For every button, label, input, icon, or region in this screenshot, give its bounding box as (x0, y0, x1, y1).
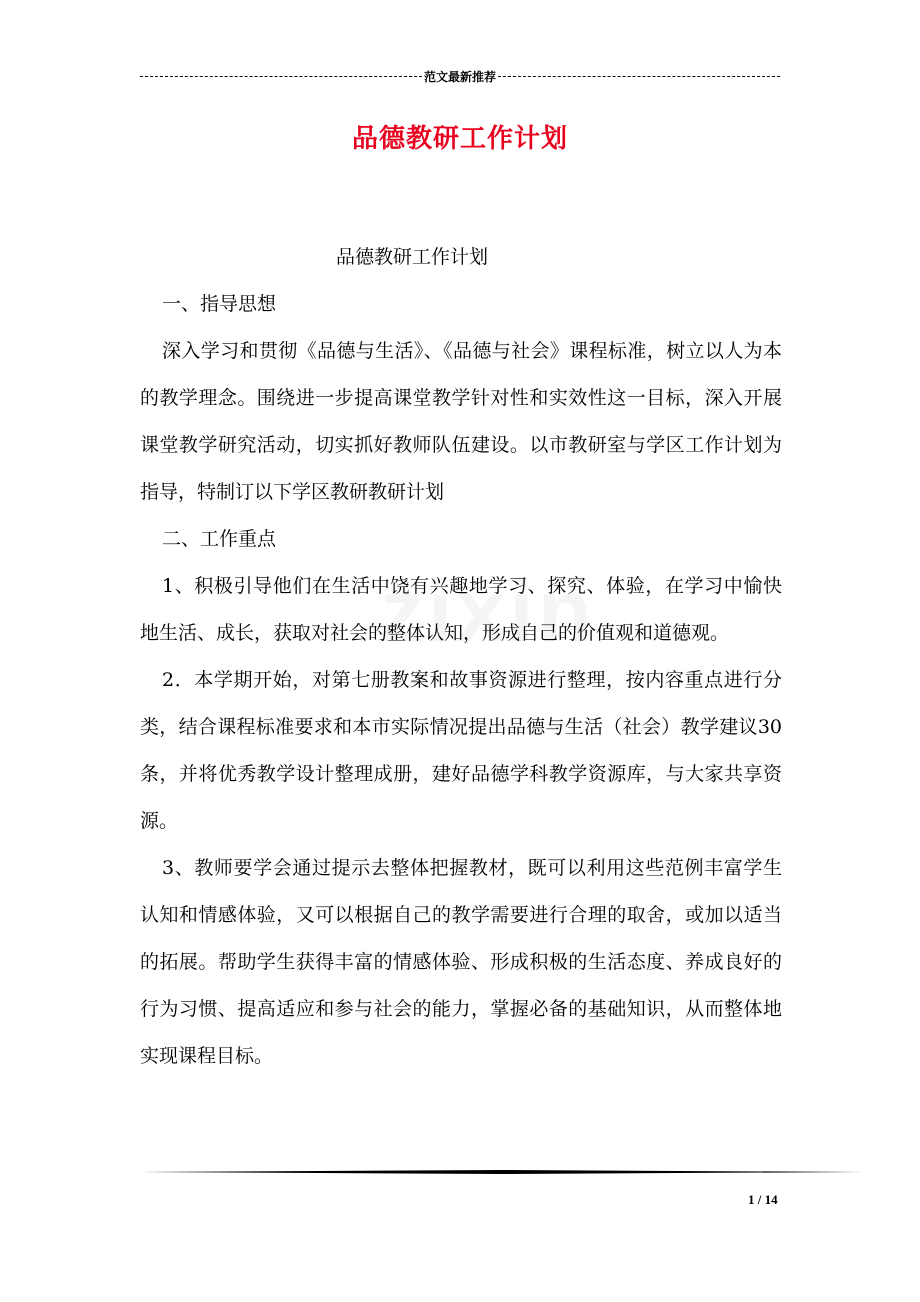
document-body (140, 234, 782, 1080)
body-paragraph: 1、积极引导他们在生活中饶有兴趣地学习、探究、体验，在学习中愉快地生活、成长，获取对社会的整体认知，形成自己的价值观和道德观。 (140, 575, 782, 644)
page-number: 1 / 14 (748, 1192, 778, 1207)
body-paragraph: 2．本学期开始，对第七册教案和故事资源进行整理，按内容重点进行分类，结合课程标准要求和本市实际情况提出品德与生活（社会）教学建议30条，并将优秀教学设计整理成册，建好品德学科教学资源库，与大家共享资源。 (140, 669, 782, 832)
header-banner-label: 范文最新推荐 (424, 70, 497, 84)
body-subtitle: 品德教研工作计划 (336, 246, 489, 268)
header-banner (140, 68, 780, 85)
footer-rule (140, 1170, 864, 1174)
document-title: 品德教研工作计划 (351, 124, 568, 154)
header-dash-left (140, 76, 422, 77)
body-paragraph: 深入学习和贯彻《品德与生活》、《品德与社会》课程标准，树立以人为本的教学理念。围绕进一步提高课堂教学针对性和实效性这一目标，深入开展课堂教学研究活动，切实抓好教师队伍建设。以市教研室与学区工作计划为指导，特制订以下学区教研教研计划 (140, 340, 782, 503)
body-paragraph: 3、教师要学会通过提示去整体把握教材，既可以利用这些范例丰富学生认知和情感体验，又可以根据自己的教学需要进行合理的取舍，或加以适当的拓展。帮助学生获得丰富的情感体验、形成积极的生活态度、养成良好的行为习惯、提高适应和参与社会的能力，掌握必备的基础知识，从而整体地实现课程目标。 (140, 857, 782, 1067)
header-dash-right (498, 76, 780, 77)
section-heading-work-focus: 二、工作重点 (162, 528, 277, 550)
section-heading-guiding-thought: 一、指导思想 (162, 293, 277, 315)
